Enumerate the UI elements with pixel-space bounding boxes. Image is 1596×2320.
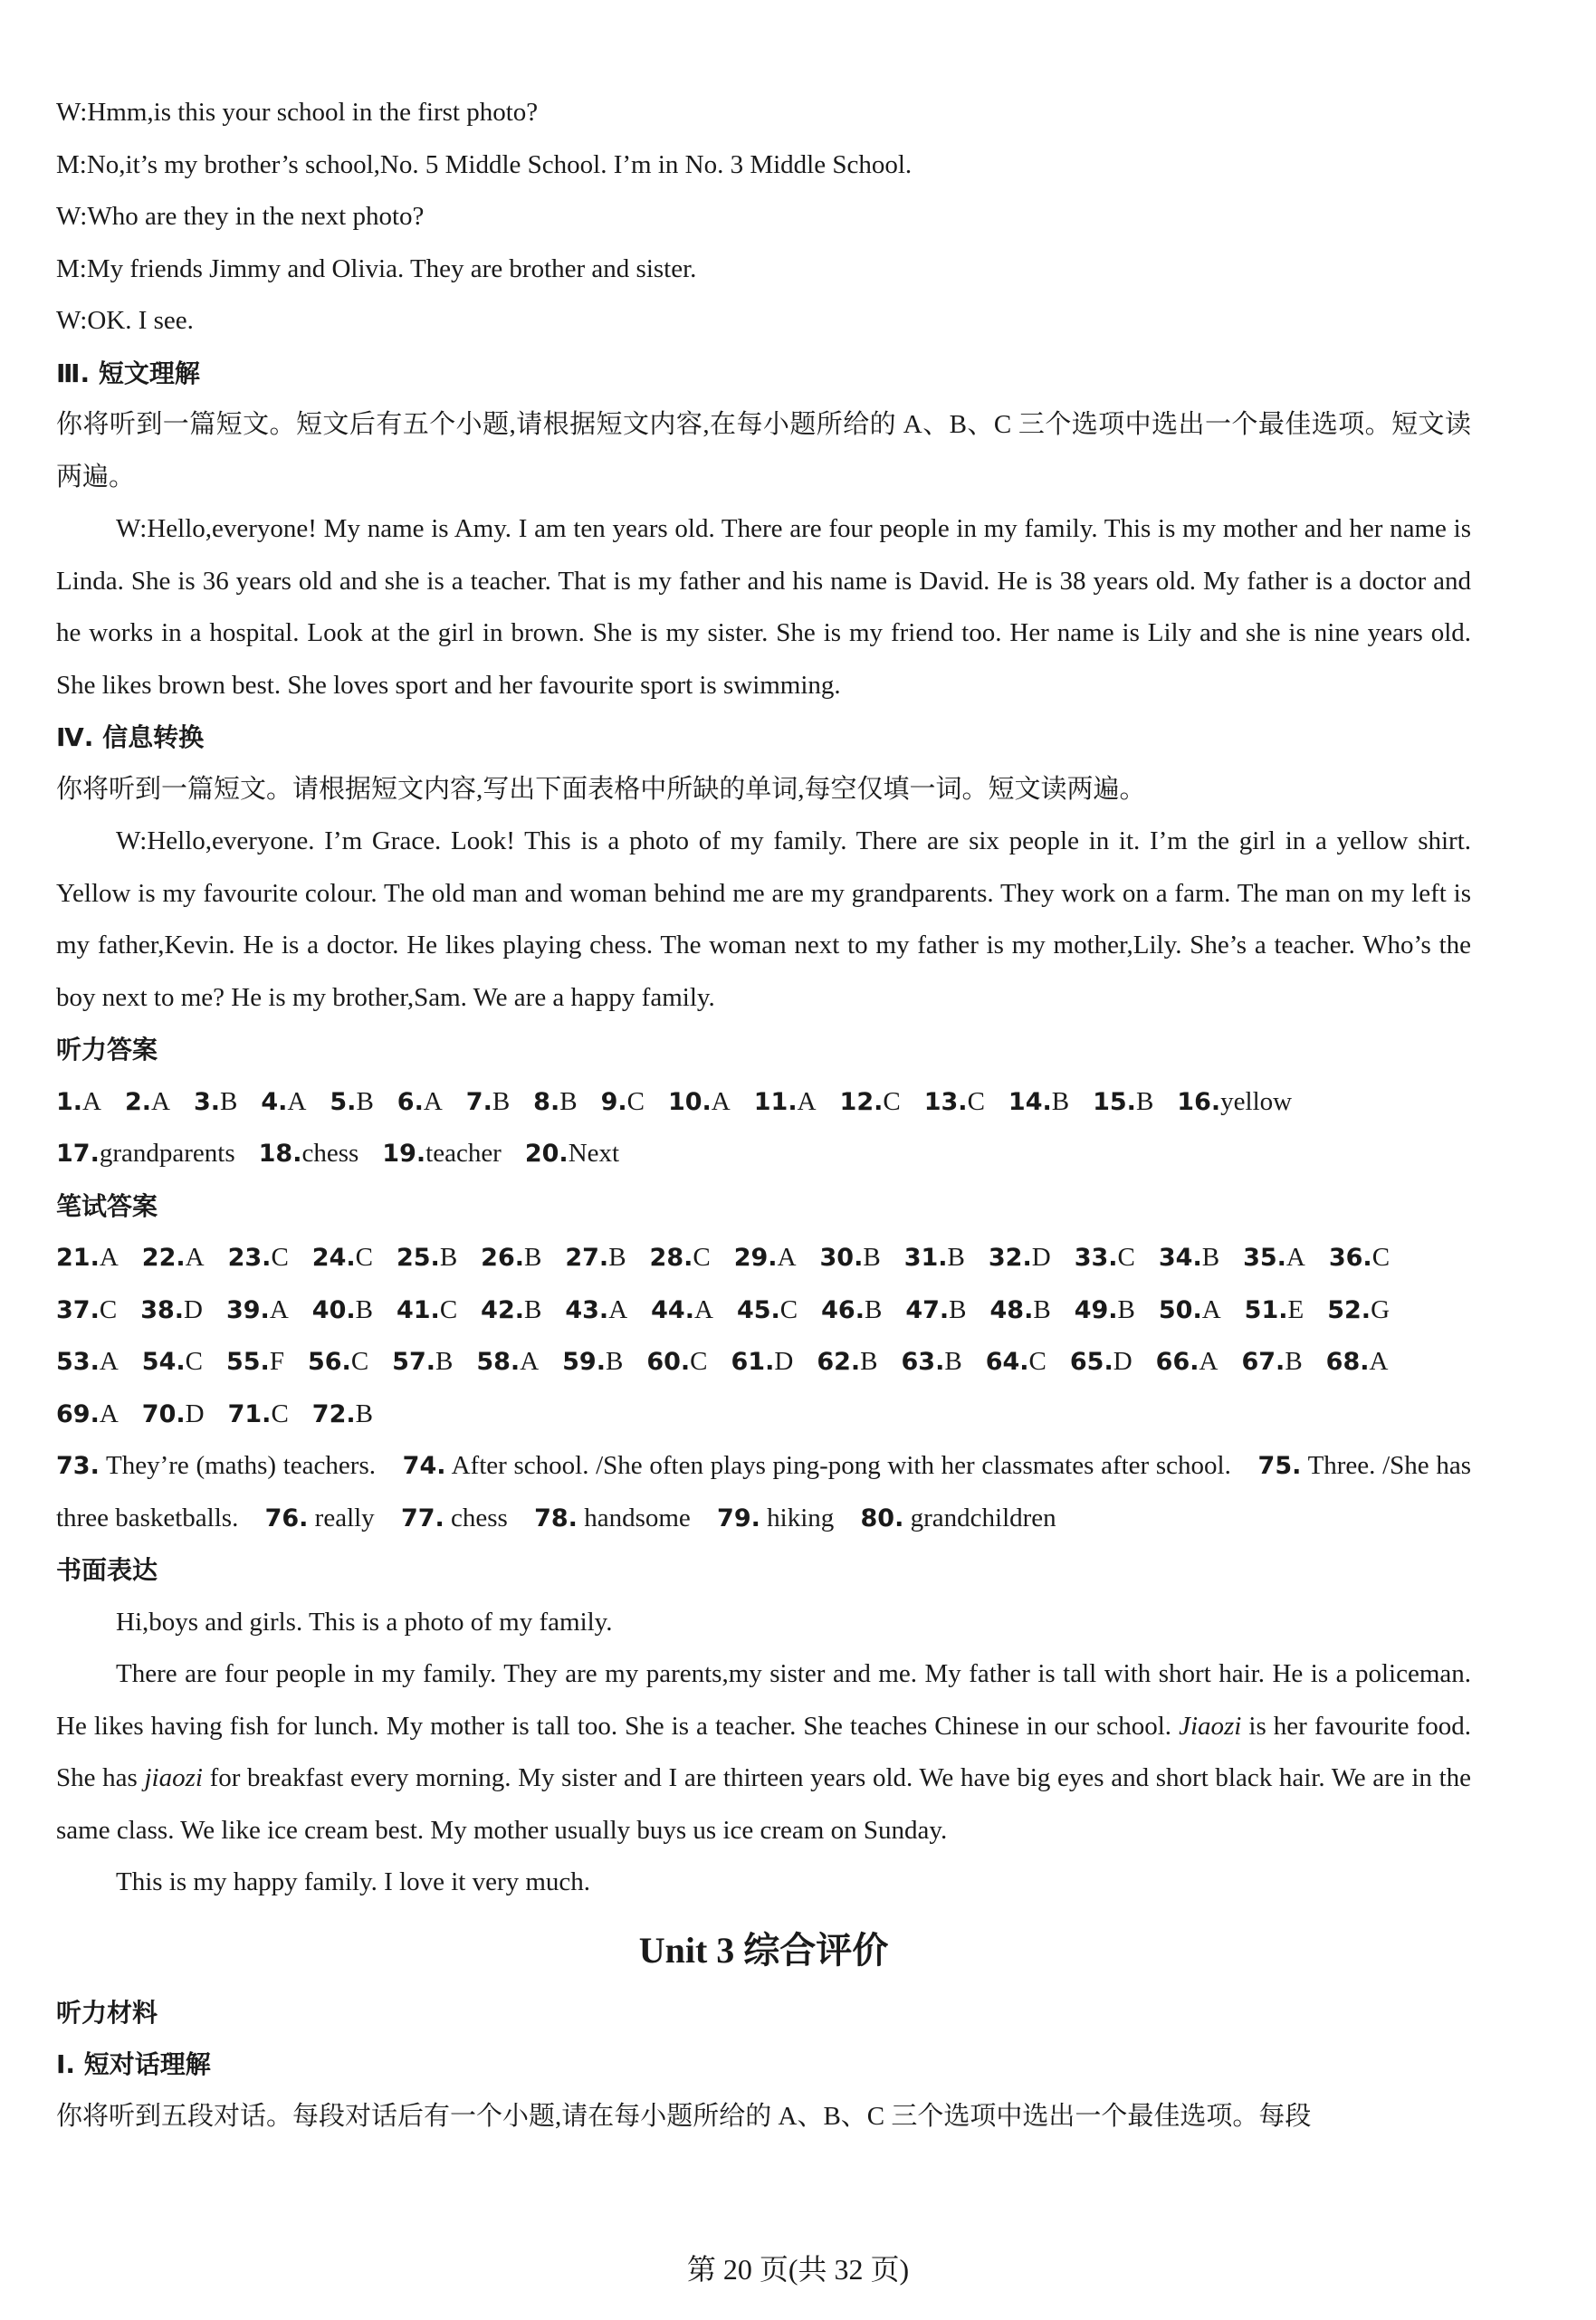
answer-value: C (690, 1347, 708, 1376)
answer-value: A (269, 1294, 289, 1324)
answer-item (142, 1389, 205, 1441)
section3-heading: Ⅲ. 短文理解 (56, 358, 200, 388)
answer-value: E (1287, 1294, 1305, 1324)
answer-item (817, 1336, 877, 1389)
answer-number: 40. (311, 1295, 356, 1324)
answer-item (754, 1076, 817, 1129)
answer-item (986, 1336, 1046, 1389)
answer-number: 13. (923, 1087, 968, 1116)
section4-instruction: 你将听到一篇短文。请根据短文内容,写出下面表格中所缺的单词,每空仅填一词。短文读两遍。 (56, 774, 1146, 804)
answer-number: 48. (989, 1295, 1034, 1324)
answer-number: 51. (1244, 1295, 1288, 1324)
writing-italic-word: jiaozi (144, 1763, 203, 1792)
answer-number: 67. (1241, 1348, 1285, 1376)
answer-value: C (355, 1243, 373, 1272)
answer-value: C (271, 1399, 289, 1428)
answer-item (56, 1128, 235, 1180)
answer-item (1327, 1284, 1390, 1337)
answer-item (308, 1336, 368, 1389)
listening-answers (56, 1076, 1471, 1180)
answer-item (650, 1232, 711, 1284)
answer-value: Next (568, 1139, 620, 1168)
answer-item (261, 1076, 306, 1129)
answer-number: 61. (731, 1348, 775, 1376)
answer-number: 21. (56, 1244, 100, 1272)
answer-item (56, 1336, 119, 1389)
answer-item (1329, 1232, 1390, 1284)
answer-number: 25. (396, 1244, 440, 1272)
answer-item (1245, 1284, 1305, 1337)
answer-item (1156, 1336, 1219, 1389)
answer-number: 53. (56, 1348, 100, 1376)
answer-value: D (1031, 1243, 1051, 1272)
answer-value: D (1113, 1347, 1132, 1376)
answer-number: 71. (227, 1399, 272, 1428)
answer-item (1075, 1232, 1135, 1284)
answer-value: G (1371, 1294, 1391, 1324)
answer-item (382, 1128, 502, 1180)
unit-section1-instruction: 你将听到五段对话。每段对话后有一个小题,请在每小题所给的 A、B、C 三个选项中选出一个最佳选项。每段 (56, 2101, 1312, 2131)
answer-number: 44. (651, 1295, 694, 1324)
dialog-line: M:No,it’s my brother’s school,No. 5 Middle School. I’m in No. 3 Middle School. (56, 149, 913, 179)
answer-item (194, 1076, 237, 1129)
answer-value: B (605, 1347, 624, 1376)
answer-number: 46. (821, 1295, 865, 1324)
answer-number: 1. (56, 1087, 83, 1116)
answer-item (397, 1232, 457, 1284)
answer-value: teacher (425, 1139, 502, 1168)
answer-item (1159, 1232, 1219, 1284)
answer-value: grandparents (99, 1139, 235, 1168)
answer-item (142, 1232, 205, 1284)
answer-number: 62. (817, 1348, 861, 1376)
answer-value: A (608, 1294, 628, 1324)
answer-number: 3. (194, 1087, 221, 1116)
answer-number: 6. (397, 1087, 424, 1116)
answer-number: 52. (1327, 1295, 1371, 1324)
writing-text: There are four people in my family. They are my parents,my sister and me. My father is tall with short hair. He is a policeman. He likes having fish for lunch. My mother is tall too. She is a teacher. She teaches Chinese in our school. (56, 1659, 1471, 1741)
answer-item (989, 1232, 1051, 1284)
answer-number: 41. (396, 1295, 440, 1324)
answer-value: C (883, 1086, 901, 1116)
answer-value: B (355, 1399, 373, 1428)
answer-number: 57. (392, 1348, 435, 1376)
answer-item (1241, 1336, 1302, 1389)
answer-number: 23. (227, 1244, 272, 1272)
section3-instruction: 你将听到一篇短文。短文后有五个小题,请根据短文内容,在每小题所给的 A、B、C 三个选项中选出一个最佳选项。短文读两遍。 (56, 410, 1471, 492)
answer-item (56, 1284, 117, 1337)
answer-item (651, 1284, 713, 1337)
answer-value: B (1051, 1086, 1070, 1116)
answer-item (1177, 1076, 1292, 1129)
answer-number: 19. (382, 1140, 426, 1168)
answer-value: After school. /She often plays ping-pong with her classmates after school. (451, 1451, 1231, 1480)
unit-section1-heading: Ⅰ. 短对话理解 (56, 2049, 211, 2079)
answer-item (140, 1284, 203, 1337)
answer-item (481, 1232, 541, 1284)
answer-value: B (608, 1243, 626, 1272)
answer-value: C (1371, 1243, 1391, 1272)
writing-paragraph-2 (56, 1648, 1471, 1857)
writing-paragraph-1: Hi,boys and girls. This is a photo of my family. (116, 1607, 613, 1637)
answer-item (1159, 1284, 1221, 1337)
answer-item (312, 1389, 373, 1441)
answer-item (56, 1076, 101, 1129)
answer-number: 73. (56, 1452, 100, 1480)
answer-number: 76. (264, 1504, 309, 1532)
answer-number: 9. (600, 1087, 627, 1116)
answer-value: A (693, 1294, 713, 1324)
written-answers (56, 1232, 1471, 1440)
answer-item (1243, 1232, 1305, 1284)
answer-value: B (1135, 1086, 1154, 1116)
answer-item (565, 1232, 626, 1284)
unit-sub-heading: 听力材料 (56, 1997, 158, 2028)
written-long-answers (56, 1440, 1471, 1544)
answer-value: D (774, 1347, 794, 1376)
answer-number: 31. (903, 1244, 948, 1272)
answer-number: 30. (819, 1244, 864, 1272)
answer-number: 35. (1243, 1244, 1286, 1272)
unit-title: Unit 3 综合评价 (638, 1929, 889, 1971)
answer-number: 32. (988, 1244, 1032, 1272)
answer-number: 56. (307, 1348, 351, 1376)
writing-italic-word: Jiaozi (1179, 1711, 1242, 1741)
answer-value: A (185, 1243, 205, 1272)
answer-number: 34. (1158, 1244, 1202, 1272)
answer-item (56, 1389, 119, 1441)
answer-item (1093, 1076, 1153, 1129)
answer-item (525, 1128, 619, 1180)
answer-item (312, 1284, 373, 1337)
answer-number: 12. (839, 1087, 884, 1116)
answer-number: 22. (141, 1244, 186, 1272)
answer-value: B (1117, 1294, 1135, 1324)
answer-number: 65. (1069, 1348, 1113, 1376)
answer-value: A (82, 1086, 101, 1116)
answer-value: B (220, 1086, 238, 1116)
answer-item (731, 1336, 794, 1389)
answer-value: C (1028, 1347, 1046, 1376)
writing-heading: 书面表达 (56, 1555, 158, 1585)
answer-item (668, 1076, 731, 1129)
answer-item (56, 1232, 119, 1284)
answer-value: C (439, 1294, 458, 1324)
answer-item (125, 1076, 170, 1129)
answer-number: 78. (534, 1504, 578, 1532)
answer-number: 27. (565, 1244, 609, 1272)
dialog-line: W:Who are they in the next photo? (56, 202, 425, 231)
answer-number: 68. (1325, 1348, 1370, 1376)
answer-value: B (439, 1243, 458, 1272)
answer-value: Three. /She has three basketballs. (56, 1451, 1472, 1532)
answer-number: 47. (905, 1295, 950, 1324)
answer-number: 20. (524, 1140, 569, 1168)
section4-passage: W:Hello,everyone. I’m Grace. Look! This is a photo of my family. There are six people in it. I’m the girl in a yellow shirt. Yellow is my favourite colour. The old man and woman behind me are my grandparents. They work on a farm. The man on my left is my father,Kevin. He is a doctor. He likes playing chess. The woman next to my father is my mother,Lily. She’s a teacher. Who’s the boy next to me? He is my brother,Sam. We are a happy family. (56, 826, 1471, 1012)
answer-item (312, 1232, 373, 1284)
answer-item (330, 1076, 373, 1129)
answer-item (142, 1336, 203, 1389)
answer-value: B (355, 1294, 373, 1324)
answer-value: hiking (767, 1503, 835, 1532)
answer-value: B (863, 1243, 881, 1272)
section4-heading: Ⅳ. 信息转换 (56, 722, 205, 752)
answer-item (397, 1284, 457, 1337)
answer-number: 39. (225, 1295, 270, 1324)
answer-number: 54. (141, 1348, 186, 1376)
answer-number: 24. (311, 1244, 356, 1272)
answer-value: grandchildren (910, 1503, 1056, 1532)
answer-number: 28. (649, 1244, 693, 1272)
answer-number: 45. (736, 1295, 780, 1324)
answer-item (392, 1336, 453, 1389)
dialog-line: W:Hmm,is this your school in the first photo? (56, 98, 539, 127)
answer-value: B (524, 1243, 542, 1272)
answer-value: F (269, 1347, 284, 1376)
answer-item (646, 1336, 707, 1389)
answer-item (466, 1076, 510, 1129)
answer-value: C (967, 1086, 985, 1116)
answer-value: A (1199, 1347, 1219, 1376)
answer-number: 80. (860, 1504, 904, 1532)
answer-value: B (949, 1294, 967, 1324)
answer-item (565, 1284, 627, 1337)
answer-value: B (524, 1294, 542, 1324)
answer-value: B (559, 1086, 578, 1116)
answer-value: A (99, 1243, 119, 1272)
dialog (56, 87, 1471, 348)
writing-text: for breakfast every morning. My sister and I are thirteen years old. We have big eyes and short black hair. We are in the same class. We like ice cream best. My mother usually buys us ice cream on Sunday. (56, 1763, 1471, 1845)
answer-value: A (1201, 1294, 1221, 1324)
listening-answers-heading: 听力答案 (56, 1035, 158, 1065)
answer-value: handsome (584, 1503, 691, 1532)
answer-value: C (350, 1347, 369, 1376)
answer-item (533, 1076, 577, 1129)
answer-value: B (947, 1243, 965, 1272)
answer-item (1008, 1076, 1069, 1129)
answer-value: B (864, 1294, 883, 1324)
answer-value: B (1201, 1243, 1220, 1272)
answer-number: 59. (562, 1348, 606, 1376)
answer-number: 18. (258, 1140, 302, 1168)
answer-value: B (860, 1347, 878, 1376)
answer-value: chess (451, 1503, 508, 1532)
answer-value: C (99, 1294, 118, 1324)
answer-value: C (1117, 1243, 1135, 1272)
answer-number: 7. (465, 1087, 492, 1116)
answer-number: 29. (733, 1244, 778, 1272)
answer-item (902, 1336, 962, 1389)
answer-value: C (626, 1086, 645, 1116)
answer-item (840, 1076, 901, 1129)
answer-value: A (99, 1399, 119, 1428)
answer-number: 37. (56, 1295, 100, 1324)
answer-number: 60. (646, 1348, 691, 1376)
answer-number: 4. (261, 1087, 288, 1116)
answer-number: 70. (141, 1399, 186, 1428)
answer-number: 16. (1177, 1087, 1221, 1116)
answer-value: D (184, 1294, 203, 1324)
answer-value: A (423, 1086, 443, 1116)
answer-number: 2. (125, 1087, 152, 1116)
answer-number: 66. (1155, 1348, 1199, 1376)
section3-passage: W:Hello,everyone! My name is Amy. I am ten years old. There are four people in my family. This is my mother and her name is Linda. She is 36 years old and she is a teacher. That is my father and his name is David. He is 38 years old. My father is a doctor and he works in a hospital. Look at the girl in brown. She is my sister. She is my friend too. Her name is Lily and she is nine years old. She likes brown best. She loves sport and her favourite sport is swimming. (56, 514, 1471, 700)
answer-number: 33. (1074, 1244, 1118, 1272)
answer-value: A (1369, 1347, 1389, 1376)
answer-item (905, 1284, 966, 1337)
answer-number: 38. (140, 1295, 185, 1324)
answer-item (228, 1232, 289, 1284)
answer-value: B (435, 1347, 454, 1376)
answer-value: chess (301, 1139, 359, 1168)
answer-number: 72. (311, 1399, 356, 1428)
answer-value: C (693, 1243, 711, 1272)
answer-item (821, 1284, 882, 1337)
answer-value: yellow (1220, 1086, 1293, 1116)
answer-value: B (492, 1086, 511, 1116)
answer-number: 17. (56, 1140, 100, 1168)
answer-value: B (944, 1347, 962, 1376)
answer-item (820, 1232, 881, 1284)
writing-paragraph-3: This is my happy family. I love it very much. (116, 1867, 591, 1896)
answer-item (737, 1284, 798, 1337)
answer-item (1326, 1336, 1389, 1389)
answer-item (1075, 1284, 1135, 1337)
answer-item (924, 1076, 985, 1129)
answer-item (259, 1128, 359, 1180)
answer-number: 15. (1093, 1087, 1136, 1116)
answer-item (1070, 1336, 1132, 1389)
answer-number: 50. (1158, 1295, 1202, 1324)
answer-number: 64. (985, 1348, 1029, 1376)
answer-value: D (185, 1399, 205, 1428)
answer-number: 5. (330, 1087, 357, 1116)
answer-value: A (1285, 1243, 1305, 1272)
page-footer: 第 20 页(共 32 页) (686, 2253, 910, 2286)
answer-number: 26. (481, 1244, 524, 1272)
answer-number: 49. (1074, 1295, 1118, 1324)
written-answers-heading: 笔试答案 (56, 1190, 158, 1221)
answer-value: C (271, 1243, 289, 1272)
answer-item (226, 1284, 289, 1337)
answer-item (734, 1232, 797, 1284)
answer-number: 36. (1328, 1244, 1372, 1272)
answer-value: C (185, 1347, 203, 1376)
dialog-line: W:OK. I see. (56, 306, 194, 335)
answer-value: A (151, 1086, 170, 1116)
answer-number: 58. (476, 1348, 521, 1376)
answer-item (904, 1232, 965, 1284)
answer-number: 63. (901, 1348, 945, 1376)
answer-value: C (779, 1294, 798, 1324)
answer-value: A (711, 1086, 731, 1116)
answer-number: 75. (1257, 1452, 1302, 1480)
answer-value: They’re (maths) teachers. (106, 1451, 376, 1480)
answer-value: really (314, 1503, 375, 1532)
answer-item (397, 1076, 443, 1129)
answer-value: A (797, 1086, 817, 1116)
answer-value: B (356, 1086, 374, 1116)
answer-value: A (777, 1243, 797, 1272)
answer-item (226, 1336, 284, 1389)
answer-item (562, 1336, 623, 1389)
answer-number: 14. (1008, 1087, 1052, 1116)
answer-number: 43. (565, 1295, 609, 1324)
answer-number: 69. (56, 1399, 100, 1428)
answer-value: B (1285, 1347, 1303, 1376)
answer-item (476, 1336, 539, 1389)
answer-number: 79. (717, 1504, 760, 1532)
answer-value: A (520, 1347, 540, 1376)
answer-item (990, 1284, 1051, 1337)
answer-number: 11. (753, 1087, 798, 1116)
answer-number: 42. (481, 1295, 524, 1324)
writing-text: is her favourite food. She has (56, 1711, 1471, 1792)
answer-number: 10. (667, 1087, 712, 1116)
answer-number: 74. (402, 1452, 446, 1480)
answer-item (228, 1389, 289, 1441)
answer-value: B (1033, 1294, 1051, 1324)
answer-item (601, 1076, 645, 1129)
answer-number: 77. (400, 1504, 444, 1532)
answer-item (481, 1284, 541, 1337)
answer-value: A (99, 1347, 119, 1376)
answer-number: 8. (533, 1087, 560, 1116)
dialog-line: M:My friends Jimmy and Olivia. They are brother and sister. (56, 253, 697, 283)
answer-value: A (287, 1086, 307, 1116)
answer-number: 55. (225, 1348, 270, 1376)
